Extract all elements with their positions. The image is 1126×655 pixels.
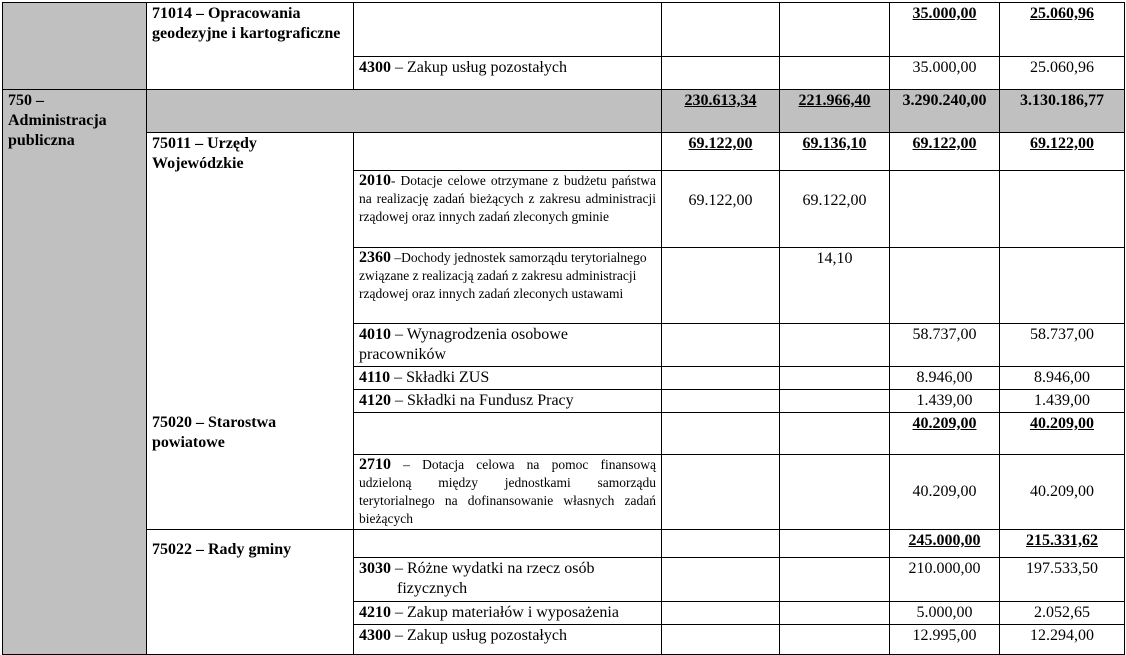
- paragraph-4010: [354, 324, 662, 367]
- desc-cell: [354, 133, 662, 171]
- paragraph-4210: [354, 602, 662, 625]
- paragraph-text: –Dochody jednostek samorządu terytorialnego związane z realizacją zadań z zakresu administracji rządowej oraz innych zadań zleconych ustawami: [359, 250, 647, 301]
- paragraph-code: 2360: [359, 249, 391, 266]
- plan-expense-cell: 35.000,00: [912, 5, 977, 22]
- paragraph-2360: [354, 248, 662, 324]
- paragraph-code: 2010: [359, 172, 391, 189]
- exec-expense-cell: [1000, 248, 1125, 324]
- paragraph-text: – Różne wydatki na rzecz osób: [391, 560, 595, 577]
- exec-income-cell: 221.966,40: [798, 92, 871, 109]
- exec-income-cell: [780, 625, 890, 655]
- exec-income-cell: [780, 413, 890, 455]
- exec-expense-cell: 69.122,00: [1030, 135, 1094, 152]
- exec-expense-cell: 2.052,65: [1000, 602, 1125, 625]
- plan-income-cell: [662, 367, 780, 390]
- plan-income-cell: [662, 390, 780, 413]
- exec-income-cell: [780, 324, 890, 367]
- plan-expense-cell: 12.995,00: [890, 625, 1000, 655]
- exec-expense-cell: 40.209,00: [1030, 415, 1094, 432]
- exec-expense-cell: 3.130.186,77: [1000, 90, 1125, 133]
- chapter-75011-name: 75011 – Urzędy Wojewódzkie: [147, 133, 354, 413]
- chapter-71014-name: 71014 – Opracowania geodezyjne i kartograficzne: [147, 3, 354, 90]
- paragraph-code: 4300: [359, 59, 391, 76]
- table-row: [3, 133, 1125, 171]
- plan-income-cell: [662, 57, 780, 90]
- paragraph-code: 4120: [359, 392, 391, 409]
- exec-expense-cell: 215.331,62: [1026, 532, 1098, 549]
- table-row: [3, 413, 1125, 455]
- plan-expense-cell: 69.122,00: [912, 135, 977, 152]
- exec-expense-cell: 25.060,96: [1000, 57, 1125, 90]
- exec-income-cell: [780, 602, 890, 625]
- exec-income-cell: [780, 530, 890, 558]
- paragraph-text: – Wynagrodzenia osobowe pracowników: [359, 326, 568, 363]
- exec-income-cell: [780, 558, 890, 602]
- paragraph-text: – Składki na Fundusz Pracy: [391, 392, 574, 409]
- exec-expense-cell: 1.439,00: [1000, 390, 1125, 413]
- paragraph-text: – Dotacja celowa na pomoc finansową udzieloną między jednostkami samorządu terytorialnego na dofinansowanie własnych zadań bieżących: [359, 457, 656, 526]
- section-cell-700: [3, 3, 147, 90]
- plan-income-cell: [662, 413, 780, 455]
- exec-expense-cell: 8.946,00: [1000, 367, 1125, 390]
- plan-income-cell: [662, 602, 780, 625]
- plan-expense-cell: 245.000,00: [908, 532, 981, 549]
- exec-income-cell: [780, 367, 890, 390]
- plan-expense-cell: 40.209,00: [890, 455, 1000, 530]
- exec-income-cell: [780, 57, 890, 90]
- exec-expense-cell: [1000, 171, 1125, 248]
- paragraph-3030: [354, 558, 662, 602]
- plan-expense-cell: 35.000,00: [890, 57, 1000, 90]
- paragraph-text: – Zakup usług pozostałych: [391, 627, 567, 644]
- paragraph-2010: [354, 171, 662, 248]
- exec-income-cell: [780, 3, 890, 57]
- plan-income-cell: [662, 324, 780, 367]
- plan-income-cell: [662, 3, 780, 57]
- paragraph-text: - Dotacje celowe otrzymane z budżetu państwa na realizację zadań bieżących z zakresu administracji rządowej oraz innych zadań zleconych gminie: [359, 173, 656, 224]
- exec-expense-cell: 25.060,96: [1030, 5, 1094, 22]
- paragraph-code: 3030: [359, 560, 391, 577]
- chapter-75022-name: 75022 – Rady gminy: [147, 530, 354, 655]
- paragraph-code: 4010: [359, 326, 391, 343]
- paragraph-4110: [354, 367, 662, 390]
- chapter-75020-name: 75020 – Starostwa powiatowe: [147, 413, 354, 530]
- plan-income-cell: 230.613,34: [684, 92, 757, 109]
- exec-expense-cell: 58.737,00: [1000, 324, 1125, 367]
- exec-expense-cell: 197.533,50: [1000, 558, 1125, 602]
- desc-cell: [354, 530, 662, 558]
- plan-income-cell: [662, 530, 780, 558]
- paragraph-text: – Zakup usług pozostałych: [391, 59, 567, 76]
- plan-expense-cell: 210.000,00: [890, 558, 1000, 602]
- plan-income-cell: [662, 248, 780, 324]
- exec-expense-cell: 12.294,00: [1000, 625, 1125, 655]
- desc-cell: [354, 413, 662, 455]
- plan-expense-cell: 58.737,00: [890, 324, 1000, 367]
- paragraph-code: 4210: [359, 604, 391, 621]
- budget-table: [2, 2, 1125, 655]
- plan-income-cell: [662, 558, 780, 602]
- plan-expense-cell: 8.946,00: [890, 367, 1000, 390]
- paragraph-4300: [354, 57, 662, 90]
- plan-expense-cell: 5.000,00: [890, 602, 1000, 625]
- plan-expense-cell: 40.209,00: [912, 415, 977, 432]
- table-row: [3, 3, 1125, 57]
- exec-income-cell: 69.122,00: [780, 171, 890, 248]
- plan-expense-cell: [890, 248, 1000, 324]
- section-750-desc: [147, 90, 662, 133]
- paragraph-code: 4300: [359, 627, 391, 644]
- section-750-name: 750 – Administracja publiczna: [3, 90, 147, 655]
- paragraph-text: – Składki ZUS: [390, 369, 490, 386]
- exec-income-cell: 69.136,10: [802, 135, 867, 152]
- plan-expense-cell: [890, 171, 1000, 248]
- plan-income-cell: 69.122,00: [688, 135, 753, 152]
- exec-income-cell: [780, 455, 890, 530]
- plan-expense-cell: 1.439,00: [890, 390, 1000, 413]
- paragraph-4120: [354, 390, 662, 413]
- paragraph-2710: [354, 455, 662, 530]
- plan-expense-cell: 3.290.240,00: [890, 90, 1000, 133]
- table-row: [3, 90, 1125, 133]
- plan-income-cell: [662, 625, 780, 655]
- paragraph-code: 2710: [359, 456, 391, 473]
- paragraph-code: 4110: [359, 369, 391, 386]
- table-row: [3, 530, 1125, 558]
- paragraph-text-cont: fizycznych: [397, 580, 468, 597]
- paragraph-text: – Zakup materiałów i wyposażenia: [391, 604, 619, 621]
- plan-income-cell: [662, 455, 780, 530]
- exec-expense-cell: 40.209,00: [1000, 455, 1125, 530]
- exec-income-cell: 14,10: [780, 248, 890, 324]
- desc-cell: [354, 3, 662, 57]
- exec-income-cell: [780, 390, 890, 413]
- paragraph-4300: [354, 625, 662, 655]
- plan-income-cell: 69.122,00: [662, 171, 780, 248]
